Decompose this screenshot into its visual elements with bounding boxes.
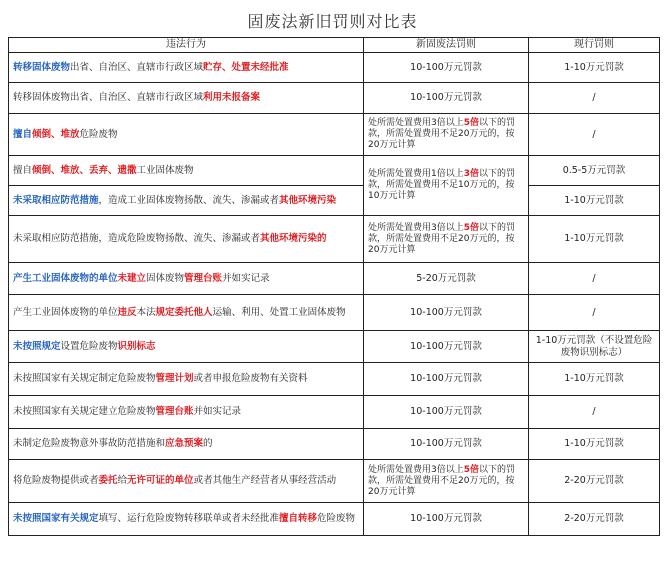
table-row (9, 503, 660, 536)
table-row (9, 53, 660, 83)
text-segment: 处所需处置费用3倍以上 (368, 464, 464, 475)
text-segment: 10-100万元罚款 (410, 92, 482, 103)
text-segment: 10-100万元罚款 (410, 513, 482, 524)
violation-cell (9, 263, 364, 295)
text-segment: 并如实记录 (193, 406, 242, 417)
text-segment: 5倍 (463, 118, 479, 128)
new-penalty-cell (364, 295, 529, 331)
table-row (9, 114, 660, 156)
current-penalty-cell: 1-10万元罚款 (529, 216, 660, 263)
text-segment: 运输、利用、处置工业固体废物 (212, 306, 346, 318)
text-segment: 管理台账 (184, 272, 223, 284)
text-segment: 擅自 (13, 164, 33, 176)
table-body (9, 53, 660, 536)
text-segment: 倾倒、堆放、丢弃、遗撒 (32, 164, 137, 176)
table-row (9, 331, 660, 363)
new-penalty-cell (364, 114, 529, 156)
text-segment: 无许可证的单位 (127, 475, 194, 486)
current-penalty-cell: / (529, 83, 660, 114)
text-segment: 转移固体废物出省、自治区、直辖市行政区域 (13, 92, 204, 103)
text-segment: 未按照国家有关规定建立危险废物 (13, 406, 156, 417)
text-segment: 5-20万元罚款 (416, 272, 476, 284)
text-segment: 10-100万元罚款 (410, 438, 482, 449)
new-penalty-cell (364, 53, 529, 83)
text-segment: 违反 (117, 306, 137, 318)
table-row (9, 396, 660, 429)
text-segment: 10-100万元罚款 (410, 406, 482, 417)
text-segment: 其他环境污染 (279, 194, 337, 206)
header-current-penalty: 现行罚则 (529, 38, 660, 53)
text-segment: 危险废物 (79, 128, 118, 140)
current-penalty-cell: 1-10万元罚款 (529, 429, 660, 460)
text-segment: 本法 (136, 306, 156, 318)
text-segment: 委托 (98, 475, 118, 486)
text-segment: 或者申报危险废物有关资料 (193, 373, 308, 384)
text-segment: 转移固体废物 (13, 61, 71, 73)
current-penalty-cell: 1-10万元罚款 (529, 363, 660, 396)
text-segment: 5倍 (463, 464, 479, 475)
text-segment: 以下的罚款，所需处置费用不足20万元的，按20万元计算 (368, 222, 516, 255)
violation-cell (9, 156, 364, 186)
violation-cell (9, 186, 364, 216)
text-segment: 的 (203, 438, 213, 449)
text-segment: 5倍 (463, 222, 479, 233)
text-segment: 倾倒、堆放 (32, 128, 80, 140)
text-segment: 并如实记录 (222, 272, 270, 284)
text-segment: 应急预案 (165, 438, 204, 449)
page-title: 固废法新旧罚则对比表 (247, 12, 418, 31)
text-segment: 10-100万元罚款 (410, 340, 482, 352)
new-penalty-cell (364, 263, 529, 295)
text-segment: 处所需处置费用3倍以上 (368, 222, 464, 233)
text-segment: 以下的罚款，所需处置费用不足20万元的，按20万元计算 (368, 118, 516, 150)
text-segment: 给 (117, 475, 128, 486)
new-penalty-cell (364, 331, 529, 363)
text-segment: 管理台账 (155, 406, 194, 417)
text-segment: ，造成工业固体废物扬散、流失、渗漏或者 (98, 194, 280, 206)
text-segment: 其他环境污染的 (260, 233, 327, 244)
text-segment: 管理计划 (155, 373, 194, 384)
current-penalty-cell: 2-20万元罚款 (529, 503, 660, 536)
text-segment: 固体废物 (146, 272, 185, 284)
text-segment: 擅自转移 (279, 513, 318, 524)
text-segment: 未按照规定 (13, 340, 61, 352)
current-penalty-cell: 1-10万元罚款（不设置危险废物识别标志） (529, 331, 660, 363)
violation-cell (9, 429, 364, 460)
text-segment: 未按照国家有关规定制定危险废物 (13, 373, 156, 384)
table-row (9, 295, 660, 331)
text-segment: 危险废物 (317, 513, 356, 524)
text-segment: 未采取相应防范措施 (13, 194, 99, 206)
current-penalty-cell: / (529, 263, 660, 295)
text-segment: 产生工业固体废物的单位 (13, 306, 118, 318)
table-row (9, 263, 660, 295)
current-penalty-cell: / (529, 396, 660, 429)
current-penalty-cell: 1-10万元罚款 (529, 186, 660, 216)
text-segment: 未采取相应防范措施，造成危险废物扬散、流失、渗漏或者 (13, 233, 261, 244)
text-segment: 或者其他生产经营者从事经营活动 (193, 475, 337, 486)
text-segment: 10-100万元罚款 (410, 373, 482, 384)
table-row (9, 363, 660, 396)
current-penalty-cell: / (529, 295, 660, 331)
table-row (9, 429, 660, 460)
text-segment: 未按照国家有关规定 (13, 513, 99, 524)
text-segment: 出省、自治区、直辖市行政区域 (70, 61, 204, 73)
text-segment: 处所需处置费用3倍以上 (368, 118, 464, 128)
violation-cell (9, 216, 364, 263)
text-segment: 未制定危险废物意外事故防范措施和 (13, 438, 166, 449)
new-penalty-cell (364, 503, 529, 536)
violation-cell (9, 503, 364, 536)
text-segment: 10-100万元罚款 (410, 61, 482, 73)
comparison-table (8, 37, 660, 536)
text-segment: 3倍 (463, 169, 479, 179)
text-segment: 利用未报备案 (203, 92, 261, 103)
new-penalty-cell (364, 83, 529, 114)
text-segment: 将危险废物提供或者 (13, 475, 99, 486)
violation-cell (9, 331, 364, 363)
table-row (9, 186, 660, 216)
header-violation: 违法行为 (9, 38, 364, 53)
table-row (9, 460, 660, 503)
table-row (9, 216, 660, 263)
new-penalty-cell (364, 429, 529, 460)
violation-cell (9, 396, 364, 429)
violation-cell (9, 295, 364, 331)
new-penalty-cell (364, 216, 529, 263)
text-segment: 10-100万元罚款 (410, 306, 482, 318)
violation-cell (9, 460, 364, 503)
text-segment: 工业固体废物 (136, 164, 194, 176)
text-segment: 贮存、处置未经批准 (203, 61, 289, 73)
text-segment: 填写、运行危险废物转移联单或者未经批准 (98, 513, 280, 524)
table-header-row (9, 38, 660, 53)
text-segment: 设置危险废物 (60, 340, 118, 352)
current-penalty-cell: 2-20万元罚款 (529, 460, 660, 503)
violation-cell (9, 53, 364, 83)
new-penalty-cell (364, 156, 529, 216)
violation-cell (9, 83, 364, 114)
table-row (9, 83, 660, 114)
current-penalty-cell: 1-10万元罚款 (529, 53, 660, 83)
new-penalty-cell (364, 363, 529, 396)
violation-cell (9, 114, 364, 156)
new-penalty-cell (364, 396, 529, 429)
current-penalty-cell: 0.5-5万元罚款 (529, 156, 660, 186)
current-penalty-cell: / (529, 114, 660, 156)
text-segment: 擅自 (13, 128, 33, 140)
text-segment: 以下的罚款，所需处置费用不足10万元的，按10万元计算 (368, 169, 516, 201)
header-new-penalty: 新固废法罚则 (364, 38, 529, 53)
text-segment: 产生工业固体废物的单位 (13, 272, 118, 284)
table-row (9, 156, 660, 186)
text-segment: 以下的罚款，所需处置费用不足20万元的，按20万元计算 (368, 464, 516, 497)
text-segment: 规定委托他人 (155, 306, 213, 318)
text-segment: 处所需处置费用1倍以上 (368, 169, 464, 179)
new-penalty-cell (364, 460, 529, 503)
violation-cell (9, 363, 364, 396)
text-segment: 识别标志 (117, 340, 156, 352)
text-segment: 未建立 (117, 272, 147, 284)
